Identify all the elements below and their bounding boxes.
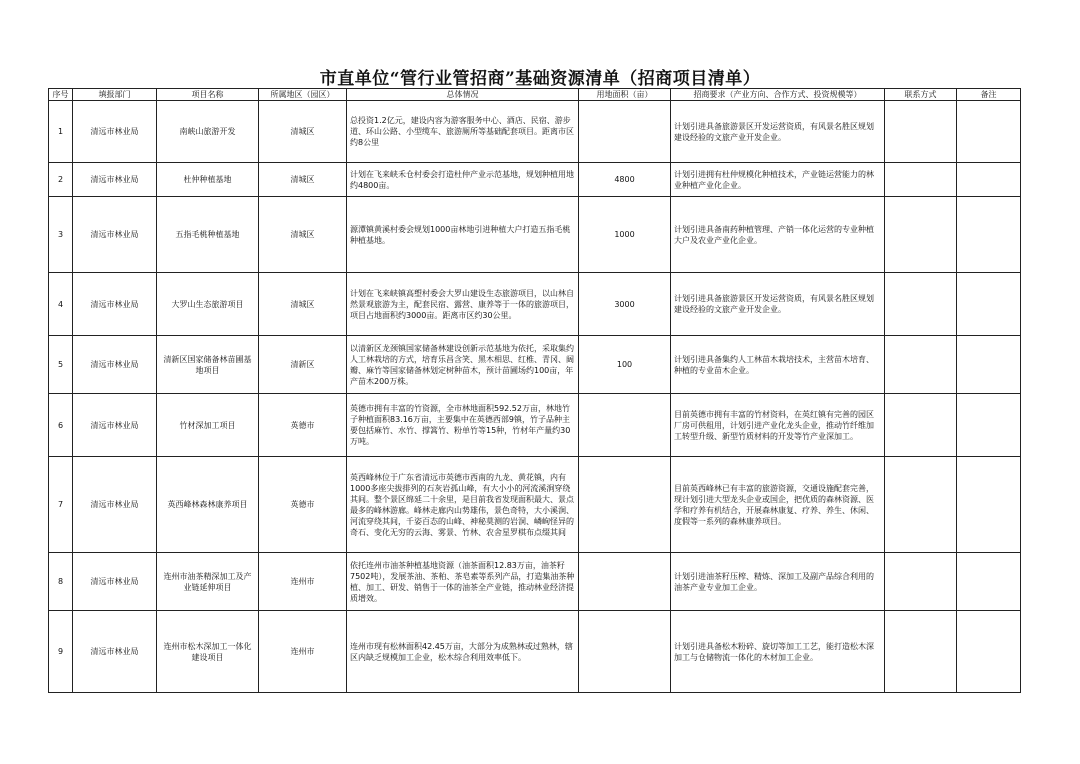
document-title: 市直单位“管行业管招商”基础资源清单（招商项目清单） [319,69,761,89]
cell-contact [885,611,957,693]
header-note: 备注 [957,89,1021,101]
cell-land-area [579,611,671,693]
cell-area: 英德市 [259,457,347,553]
cell-overview: 计划在飞来峡镇高塱村委会大罗山建设生态旅游项目，以山林自然景观旅游为主，配套民宿、露营、康养等于一体的旅游项目，项目占地面积约3000亩。距离市区约30公里。 [347,273,579,336]
cell-dept: 清远市林业局 [73,457,157,553]
cell-land-area [579,394,671,457]
cell-project-name: 五指毛桃种植基地 [157,197,259,273]
cell-note [957,553,1021,611]
cell-dept: 清远市林业局 [73,163,157,197]
cell-note [957,611,1021,693]
cell-no: 9 [49,611,73,693]
cell-note [957,163,1021,197]
cell-overview: 英西峰林位于广东省清远市英德市西南的九龙、黄花镇，内有1000多座尖拔排列的石灰岩孤山峰，有大小小的河流溪涧穿绕其间。整个景区绵延二十余里，是目前我省发现面积最大、景点最多的峰林游廊。峰林走廊内山势雄伟，景色奇特，大小溪涧、河流穿绕其间，千姿百态的山峰、神秘莫测的岩洞、嶙峋怪异的奇石、变化无穷的云海、雾景、竹林、农舍星罗棋布点缀其间 [347,457,579,553]
cell-area: 英德市 [259,394,347,457]
cell-overview: 连州市现有松林面积42.45万亩，大部分为成熟林或过熟林，辖区内缺乏规模加工企业，松木综合利用效率低下。 [347,611,579,693]
table-row [49,197,1021,273]
cell-overview: 以清新区龙颈镇国家储备林建设创新示范基地为依托，采取集约人工林栽培的方式，培育乐昌含笑、黑木相思、红椎、青冈、阔瓣、麻竹等国家储备林划定树种苗木，预计苗圃场约100亩，年产苗木200万株。 [347,336,579,394]
cell-land-area: 1000 [579,197,671,273]
cell-contact [885,553,957,611]
cell-overview: 源潭镇黄溪村委会规划1000亩林地引进种植大户打造五指毛桃种植基地。 [347,197,579,273]
cell-dept: 清远市林业局 [73,197,157,273]
table-row [49,611,1021,693]
cell-project-name: 杜仲种植基地 [157,163,259,197]
cell-no: 8 [49,553,73,611]
cell-overview: 英德市拥有丰富的竹资源，全市林地面积592.52万亩，林地竹子种植面积83.16万亩，主要集中在英德西部9镇，竹子品种主要包括麻竹、水竹、撑篙竹、粉单竹等15种，竹材年产量约30万吨。 [347,394,579,457]
cell-project-name: 英西峰林森林康养项目 [157,457,259,553]
cell-note [957,101,1021,163]
cell-area: 清城区 [259,163,347,197]
table-row [49,273,1021,336]
table-row [49,553,1021,611]
cell-area: 清新区 [259,336,347,394]
cell-area: 清城区 [259,273,347,336]
cell-land-area [579,553,671,611]
cell-no: 7 [49,457,73,553]
table-header-row [49,89,1021,101]
header-dept: 填报部门 [73,89,157,101]
cell-note [957,273,1021,336]
cell-requirements: 目前英德市拥有丰富的竹材资料，在英红镇有完善的园区厂房可供租用，计划引进产业化龙头企业，推动竹纤维加工转型升级、新型竹质材料的开发等竹产业深加工。 [671,394,885,457]
cell-contact [885,336,957,394]
cell-land-area: 3000 [579,273,671,336]
cell-requirements: 计划引进具备旅游景区开发运营资质，有风景名胜区规划建设经验的文旅产业开发企业。 [671,273,885,336]
cell-requirements: 目前英西峰林已有丰富的旅游资源，交通设施配套完善，现计划引进大型龙头企业或国企，把优质的森林资源、医学和疗养有机结合，开展森林康复、疗养、养生、休闲、度假等一系列的森林康养项目。 [671,457,885,553]
cell-no: 1 [49,101,73,163]
cell-land-area [579,457,671,553]
header-land-area: 用地面积（亩） [579,89,671,101]
table-row [49,101,1021,163]
cell-area: 连州市 [259,611,347,693]
cell-area: 清城区 [259,101,347,163]
cell-land-area: 4800 [579,163,671,197]
table-row [49,457,1021,553]
cell-area: 连州市 [259,553,347,611]
cell-project-name: 南峡山旅游开发 [157,101,259,163]
cell-note [957,394,1021,457]
cell-project-name: 大罗山生态旅游项目 [157,273,259,336]
table-row [49,163,1021,197]
cell-project-name: 连州市油茶精深加工及产业链延伸项目 [157,553,259,611]
cell-overview: 依托连州市油茶种植基地资源（油茶面积12.83万亩，油茶籽7502吨），发展茶油、茶粕、茶皂素等系列产品，打造集油茶种植、加工、研发、销售于一体的油茶全产业链，推动林业经济提质增效。 [347,553,579,611]
cell-contact [885,394,957,457]
cell-contact [885,163,957,197]
cell-dept: 清远市林业局 [73,553,157,611]
table-row [49,336,1021,394]
cell-land-area: 100 [579,336,671,394]
header-requirements: 招商要求（产业方向、合作方式、投资规模等） [671,89,885,101]
cell-contact [885,457,957,553]
header-project-name: 项目名称 [157,89,259,101]
cell-dept: 清远市林业局 [73,101,157,163]
cell-dept: 清远市林业局 [73,611,157,693]
cell-requirements: 计划引进具备松木粉碎、旋切等加工工艺，能打造松木深加工与仓储物流一体化的木材加工企业。 [671,611,885,693]
cell-no: 6 [49,394,73,457]
header-overview: 总体情况 [347,89,579,101]
cell-note [957,336,1021,394]
header-contact: 联系方式 [885,89,957,101]
cell-project-name: 清新区国家储备林苗圃基地项目 [157,336,259,394]
cell-note [957,197,1021,273]
cell-no: 2 [49,163,73,197]
cell-no: 3 [49,197,73,273]
cell-dept: 清远市林业局 [73,394,157,457]
cell-note [957,457,1021,553]
cell-land-area [579,101,671,163]
header-area: 所属地区（园区） [259,89,347,101]
header-no: 序号 [49,89,73,101]
cell-requirements: 计划引进具备旅游景区开发运营资质，有风景名胜区规划建设经验的文旅产业开发企业。 [671,101,885,163]
resource-table [48,88,1021,693]
cell-requirements: 计划引进具备集约人工林苗木栽培技术，主营苗木培育、种植的专业苗木企业。 [671,336,885,394]
cell-dept: 清远市林业局 [73,336,157,394]
cell-requirements: 计划引进具备南药种植管理、产销一体化运营的专业种植大户及农业产业化企业。 [671,197,885,273]
cell-project-name: 连州市松木深加工一体化建设项目 [157,611,259,693]
cell-dept: 清远市林业局 [73,273,157,336]
cell-contact [885,197,957,273]
cell-requirements: 计划引进油茶籽压榨、精炼、深加工及副产品综合利用的油茶产业专业加工企业。 [671,553,885,611]
cell-no: 5 [49,336,73,394]
cell-project-name: 竹材深加工项目 [157,394,259,457]
cell-no: 4 [49,273,73,336]
cell-contact [885,273,957,336]
cell-overview: 计划在飞来峡禾仓村委会打造杜仲产业示范基地，规划种植用地约4800亩。 [347,163,579,197]
cell-overview: 总投资1.2亿元，建设内容为游客服务中心、酒店、民宿、游步道、环山公路、小型缆车、旅游厕所等基础配套项目。距离市区约8公里 [347,101,579,163]
cell-area: 清城区 [259,197,347,273]
table-row [49,394,1021,457]
cell-contact [885,101,957,163]
cell-requirements: 计划引进拥有杜仲规模化种植技术，产业链运营能力的林业种植产业化企业。 [671,163,885,197]
